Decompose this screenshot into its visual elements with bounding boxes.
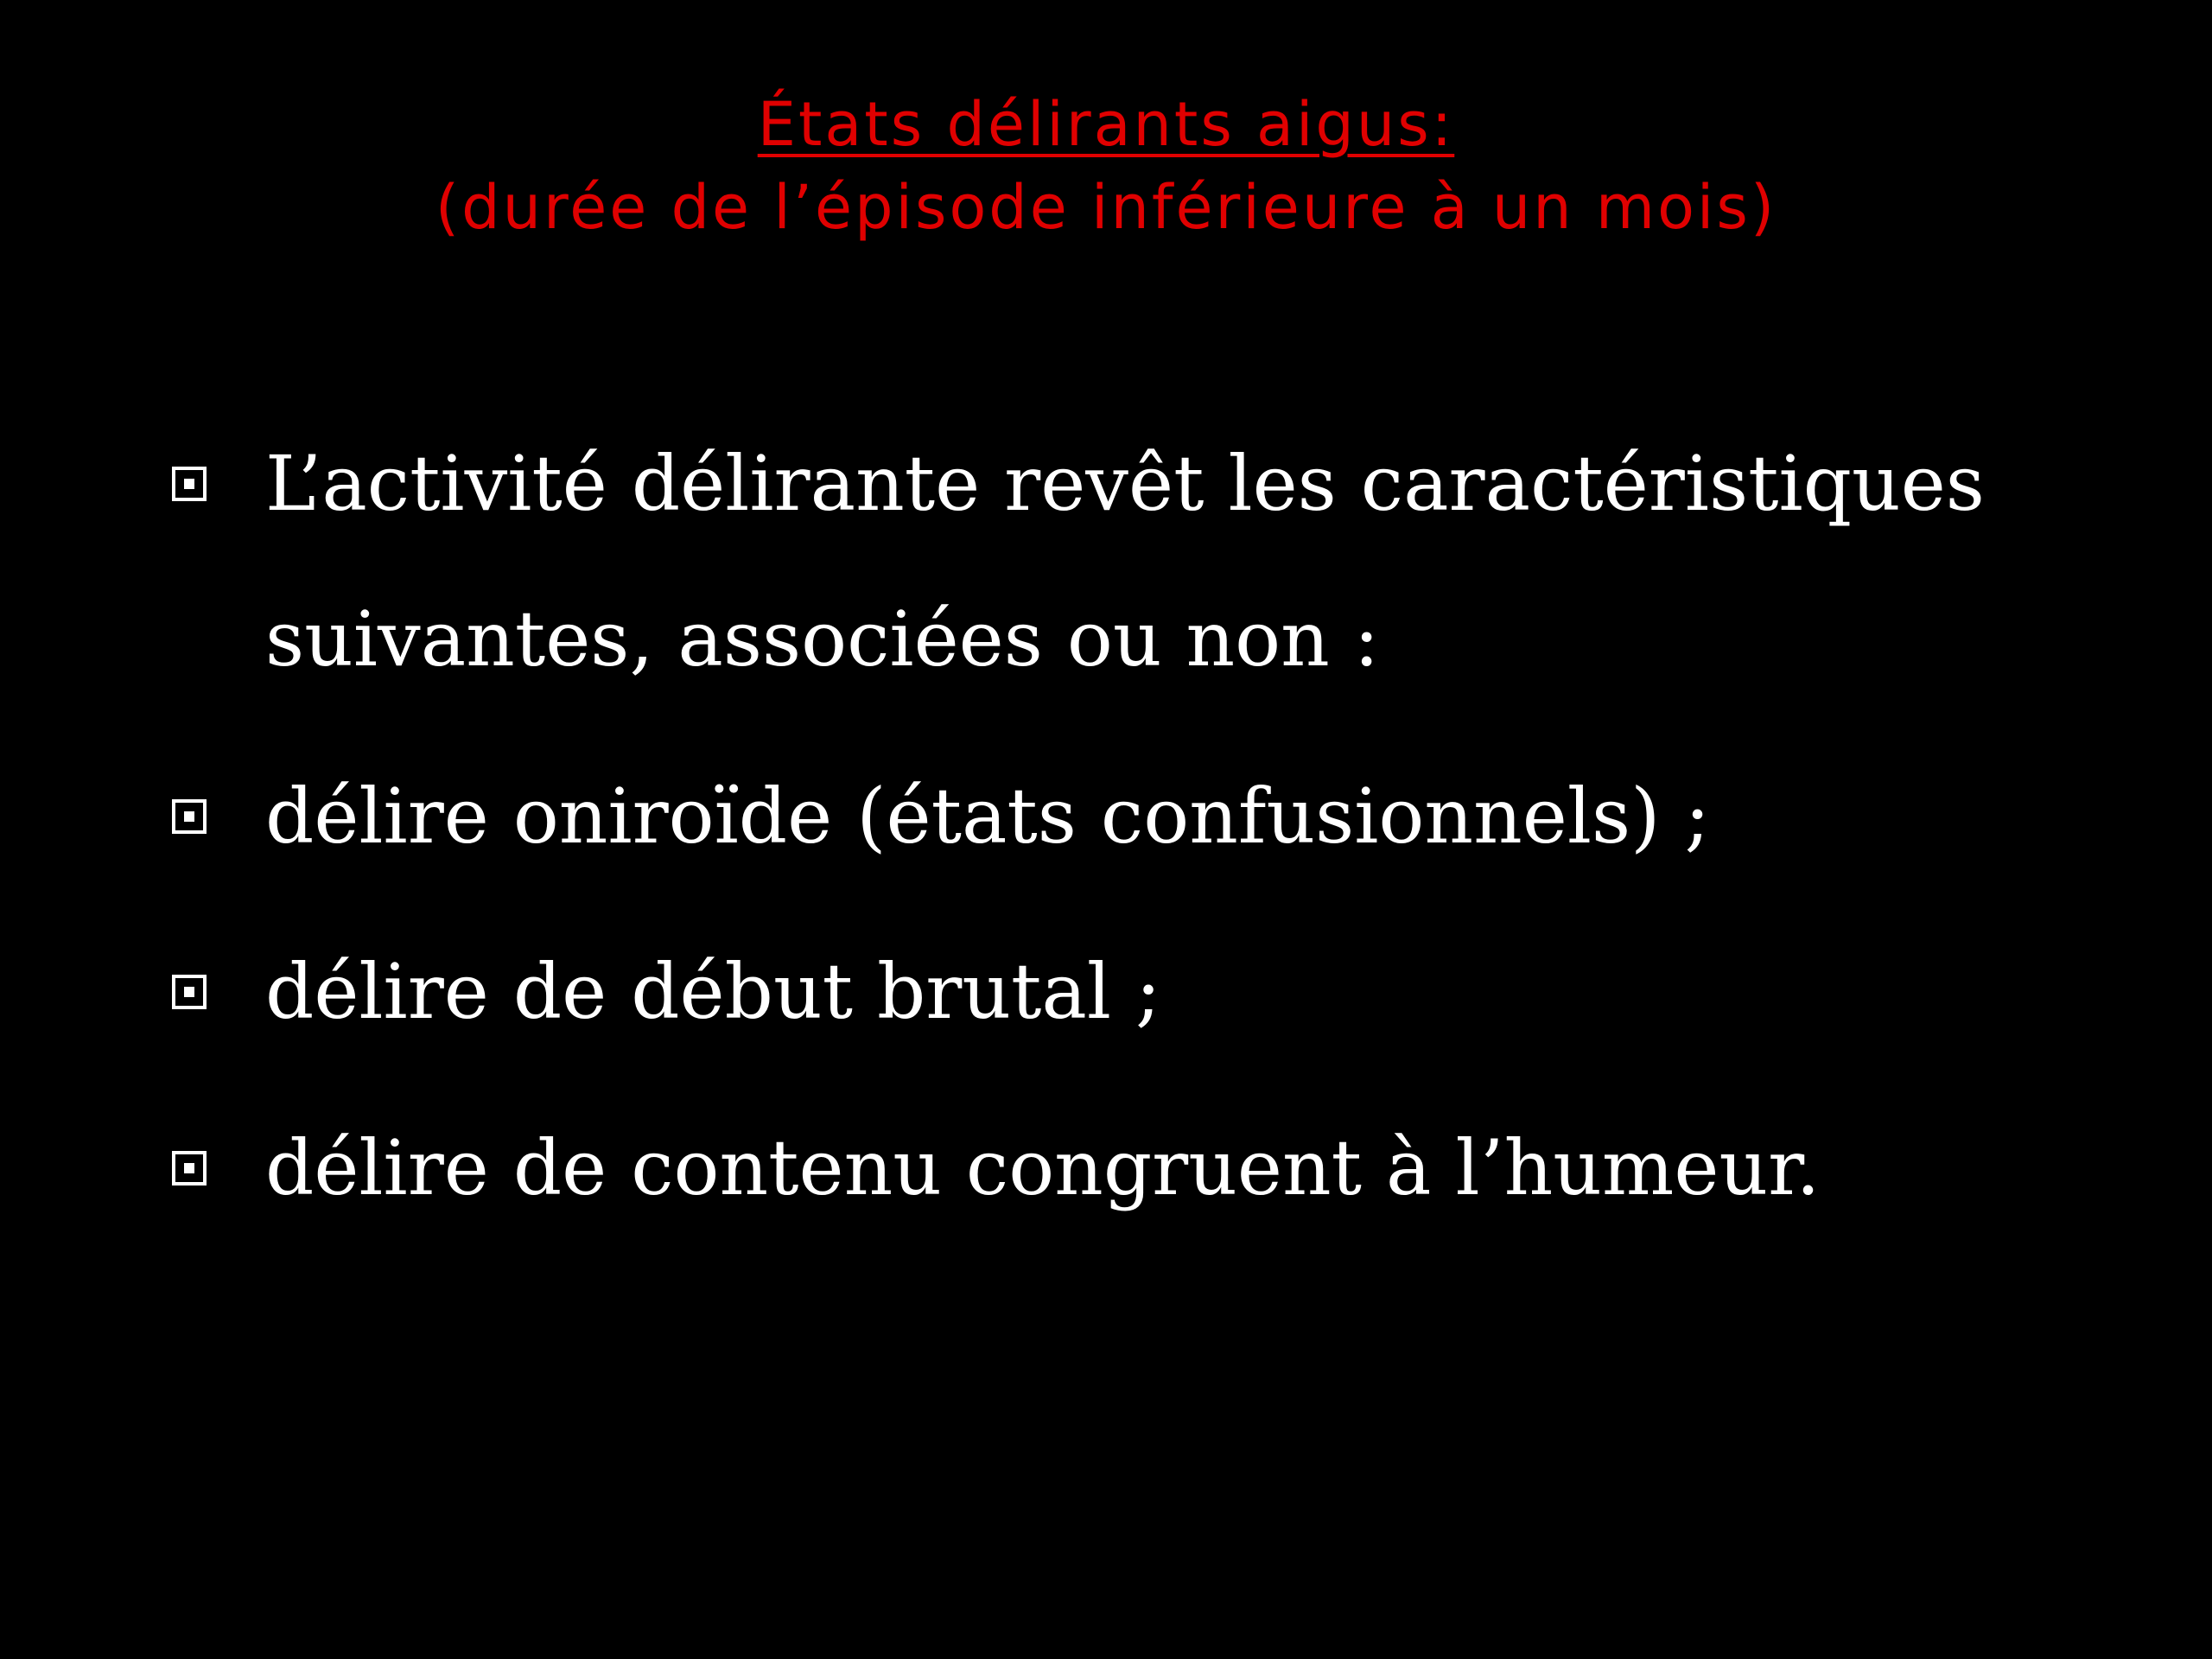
boxed-square-icon <box>170 973 208 1011</box>
slide-title: États délirants aigus: <box>757 89 1455 160</box>
bullet-text: L’activité délirante revêt les caractéristiques suivantes, associées ou non : <box>265 439 1985 683</box>
slide-subtitle: (durée de l’épisode inférieure à un mois) <box>435 172 1777 243</box>
boxed-square-icon <box>170 465 208 503</box>
boxed-square-icon <box>170 798 208 836</box>
bullet-text: délire oniroïde (états confusionnels) ; <box>265 772 1711 861</box>
bullet-text: délire de contenu congruent à l’humeur. <box>265 1123 1821 1212</box>
boxed-square-icon <box>170 1149 208 1187</box>
bullet-text: délire de début brutal ; <box>265 947 1161 1036</box>
